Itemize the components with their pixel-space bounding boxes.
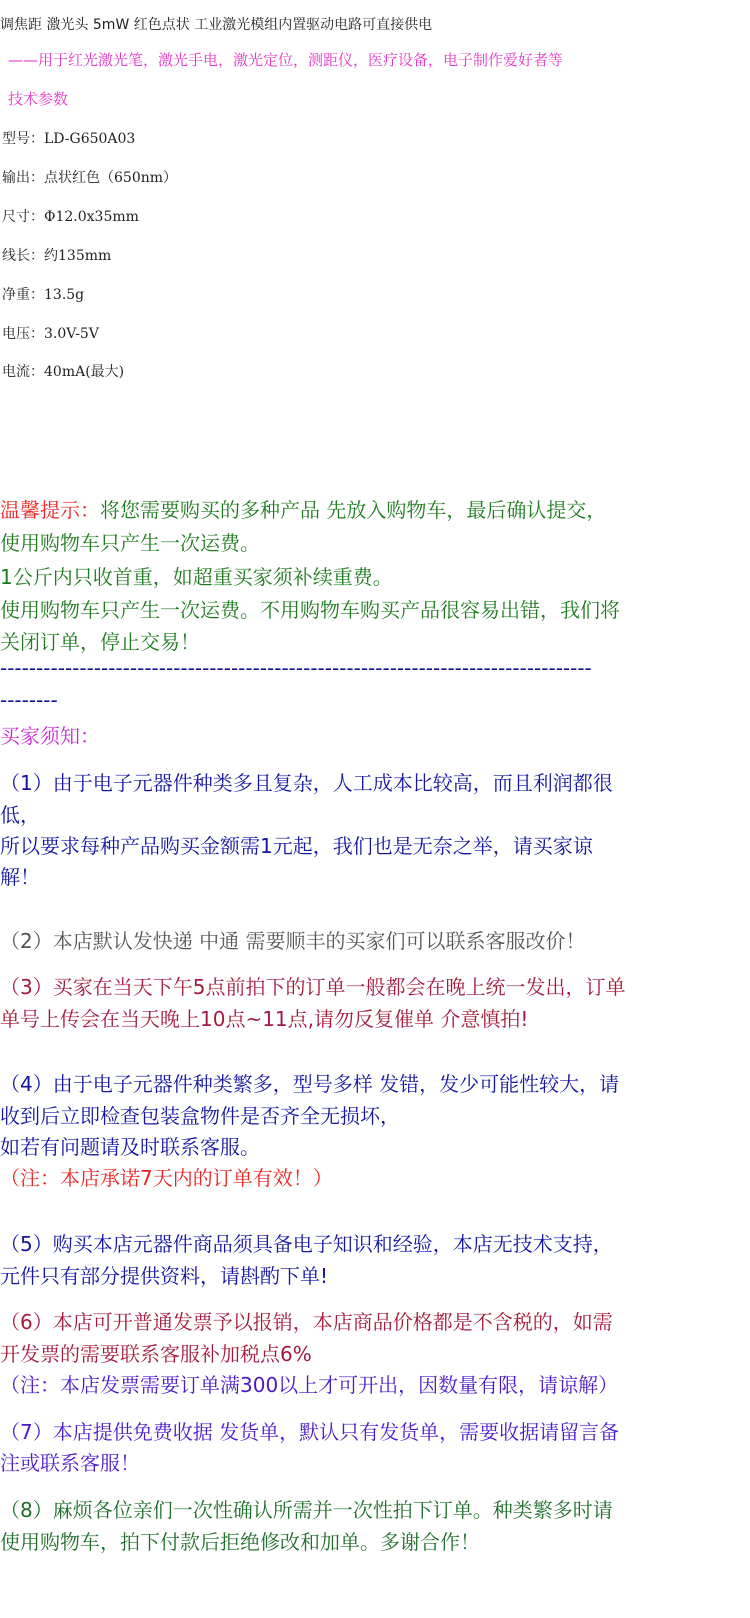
- tip-line-2: 使用购物车只产生一次运费。: [0, 531, 260, 555]
- tip-line-1: [0, 494, 606, 523]
- spec-weight: 净重：13.5g: [2, 287, 85, 303]
- note-4-line-1: （4）由于电子元器件种类繁多，型号多样 发错，发少可能性较大，请: [0, 1072, 620, 1096]
- tip-line-3: 1公斤内只收首重，如超重买家须补续重费。: [0, 565, 393, 589]
- note-1-line-4: 解！: [0, 865, 40, 889]
- spec-size: 尺寸：Φ12.0x35mm: [2, 209, 139, 225]
- tip-line-5: 关闭订单，停止交易！: [0, 630, 200, 654]
- note-4-line-4: （注：本店承诺7天内的订单有效！）: [0, 1166, 333, 1190]
- note-1-line-3: 所以要求每种产品购买金额需1元起，我们也是无奈之举，请买家谅: [0, 834, 593, 858]
- note-7-line-1: （7）本店提供免费收据 发货单，默认只有发货单，需要收据请留言备: [0, 1420, 620, 1444]
- spec-output: 输出：点状红色（650nm）: [2, 170, 178, 186]
- note-4-line-2: 收到后立即检查包装盒物件是否齐全无损坏，: [0, 1104, 400, 1128]
- note-2: （2）本店默认发快递 中通 需要顺丰的买家们可以联系客服改价！: [0, 929, 586, 953]
- note-7-line-2: 注或联系客服！: [0, 1451, 140, 1475]
- product-subtitle: ——用于红光激光笔，激光手电，激光定位，测距仪，医疗设备，电子制作爱好者等: [8, 51, 564, 69]
- tip-label: 温馨提示：: [0, 498, 100, 522]
- note-5-line-1: （5）购买本店元器件商品须具备电子知识和经验，本店无技术支持，: [0, 1232, 613, 1256]
- note-6-line-2: 开发票的需要联系客服补加税点6%: [0, 1342, 312, 1366]
- note-6-line-1: （6）本店可开普通发票予以报销，本店商品价格都是不含税的，如需: [0, 1310, 613, 1334]
- note-8-line-2: 使用购物车，拍下付款后拒绝修改和加单。多谢合作！: [0, 1530, 480, 1554]
- note-5-line-2: 元件只有部分提供资料，请斟酌下单!: [0, 1264, 329, 1288]
- spec-voltage: 电压：3.0V-5V: [2, 326, 99, 342]
- note-3-line-1: （3）买家在当天下午5点前拍下的订单一般都会在晚上统一发出，订单: [0, 975, 626, 999]
- note-6-line-3: （注：本店发票需要订单满300以上才可开出，因数量有限，请谅解）: [0, 1373, 619, 1397]
- note-1-line-2: 低，: [0, 803, 40, 827]
- spec-current: 电流：40mA(最大): [2, 364, 125, 380]
- notice-title: 买家须知：: [0, 724, 100, 748]
- note-8-line-1: （8）麻烦各位亲们一次性确认所需并一次性拍下订单。种类繁多时请: [0, 1498, 613, 1522]
- divider-line-1: ----------------------------------------------------------------------------------: [0, 656, 592, 680]
- note-4-line-3: 如若有问题请及时联系客服。: [0, 1135, 260, 1159]
- note-3-line-2: 单号上传会在当天晚上10点~11点,请勿反复催单 介意慎拍!: [0, 1007, 529, 1031]
- spec-wire-length: 线长：约135mm: [2, 248, 112, 264]
- tip-text-1: 将您需要购买的多种产品 先放入购物车，最后确认提交，: [100, 498, 607, 522]
- product-title: 调焦距 激光头 5mW 红色点状 工业激光模组内置驱动电路可直接供电: [0, 17, 433, 33]
- note-1-line-1: （1）由于电子元器件种类多且复杂，人工成本比较高，而且利润都很: [0, 771, 613, 795]
- spec-model: 型号：LD-G650A03: [2, 131, 136, 147]
- section-label: 技术参数: [8, 90, 69, 108]
- tip-line-4: 使用购物车只产生一次运费。不用购物车购买产品很容易出错，我们将: [0, 598, 620, 622]
- divider-line-2: --------: [0, 688, 58, 712]
